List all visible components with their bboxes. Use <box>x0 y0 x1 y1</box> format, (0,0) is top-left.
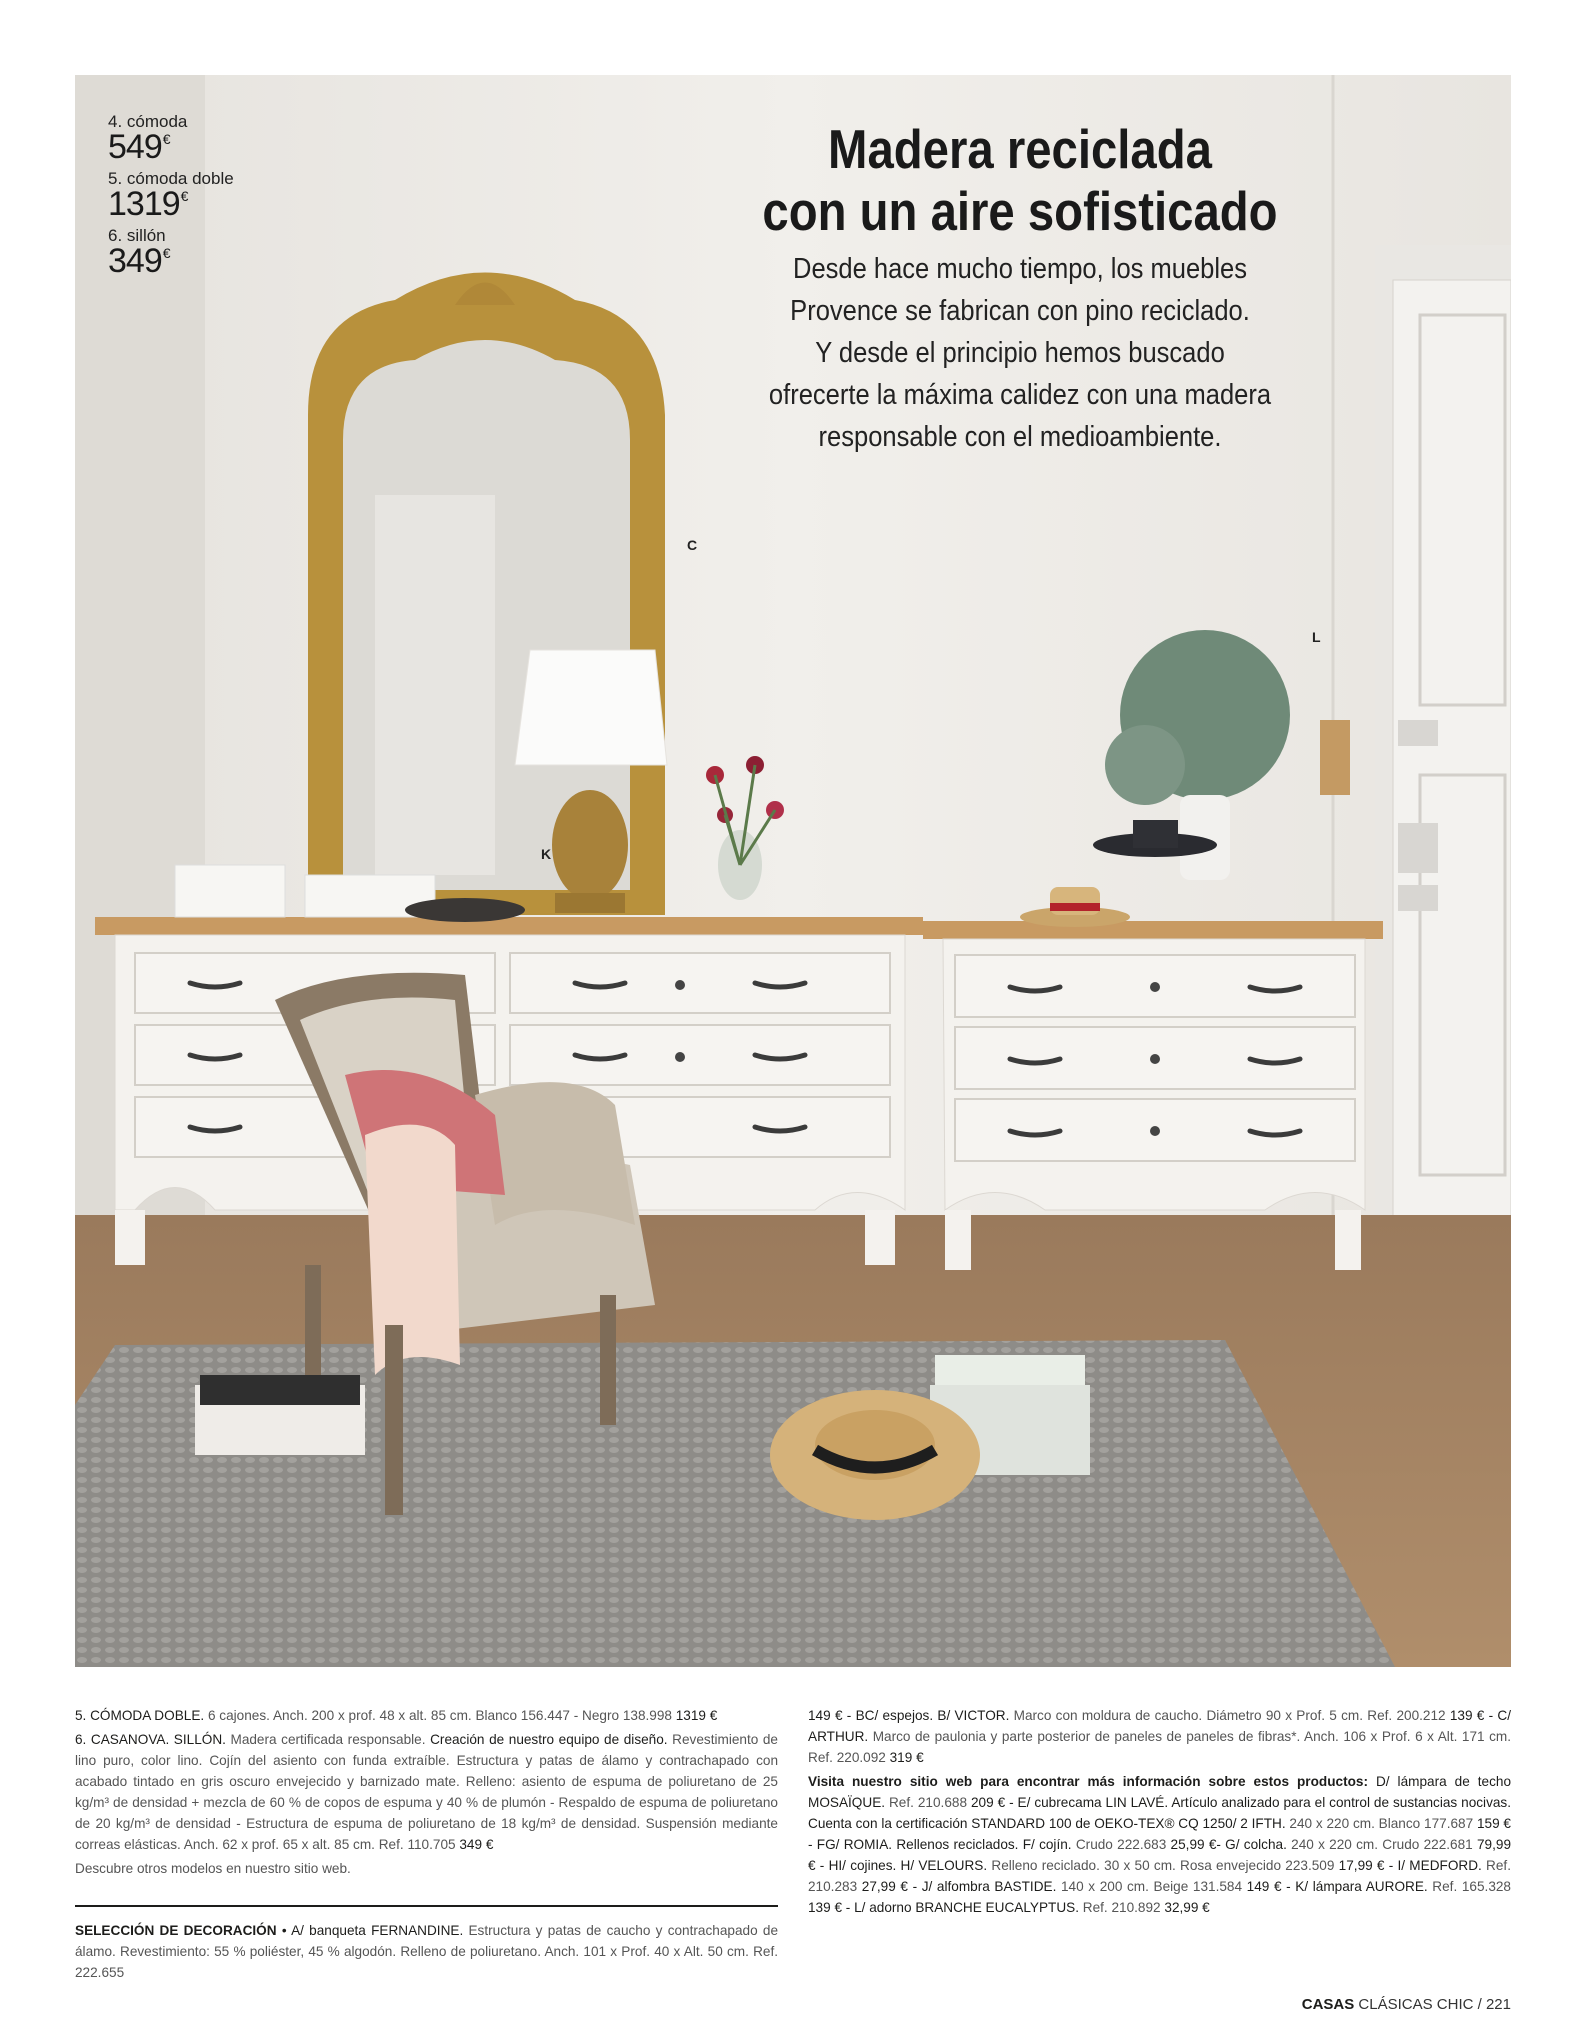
marker-c: C <box>687 537 698 553</box>
price-item <box>108 113 234 164</box>
marker-l: L <box>1312 629 1321 645</box>
decoration-selection-text: SELECCIÓN DE DECORACIÓN • A/ banqueta FERNANDINE. Estructura y patas de caucho y contrachapado de álamo. Revestimiento: 55 % poliéster, 45 % algodón. Relleno de poliuretano. Anch. 101 x Prof. 40 x Alt. 50 cm. Ref. 222.655 <box>75 1923 778 1980</box>
decoration-selection <box>75 1920 778 1986</box>
headline-body: Desde hace mucho tiempo, los muebles Provence se fabrican con pino reciclado. Y desde el principio hemos buscado ofrecerte la máxima calidez con una madera responsable con el medioambiente. <box>768 253 1272 453</box>
product-description-left <box>75 1705 778 1882</box>
headline-block <box>660 118 1380 458</box>
price-list <box>108 107 234 278</box>
page-footer <box>1302 1996 1511 2013</box>
description-sillon: 6. CASANOVA. SILLÓN. Madera certificada responsable. Creación de nuestro equipo de diseño. Revestimiento de lino puro, color lino. Cojín del asiento con funda extraíble. Estructura y patas de álamo y contrachapado con acabado tintado en gris oscuro envejecido y barnizado mate. Relleno: asiento de espuma de poliuretano de 25 kg/m³ de densidad + mezcla de 60 % de copos de espuma y 40 % de plumón - Respaldo de espuma de poliuretano de 20 kg/m³ de densidad - Estructura de espuma de poliuretano de 18 kg/m³ de densidad. Suspensión mediante correas elásticas. Anch. 62 x prof. 65 x alt. 85 cm. Ref. 110.705 349 € <box>75 1732 778 1852</box>
footer-section: CLÁSICAS CHIC / <box>1354 1996 1486 2013</box>
marker-k: K <box>541 846 552 862</box>
price-item-name: 6. sillón <box>108 226 166 245</box>
description-more-models: Descubre otros modelos en nuestro sitio web. <box>75 1861 351 1876</box>
price-item <box>108 170 234 221</box>
description-website-products: Visita nuestro sitio web para encontrar más información sobre estos productos: D/ lámpara de techo MOSAÏQUE. Ref. 210.688 209 € - E/ cubrecama LIN LAVÉ. Artículo analizado para el control de sustancias nocivas. Cuenta con la certificación STANDARD 100 de OEKO-TEX® CQ 1250/ 2 IFTH. 240 x 220 cm. Blanco 177.687 159 € - FG/ ROMIA. Rellenos reciclados. F/ cojín. Crudo 222.683 25,99 €- G/ colcha. 240 x 220 cm. Crudo 222.681 79,99 € - HI/ cojines. H/ VELOURS. Relleno reciclado. 30 x 50 cm. Rosa envejecido 223.509 17,99 € - I/ MEDFORD. Ref. 210.283 27,99 € - J/ alfombra BASTIDE. 140 x 200 cm. Beige 131.584 149 € - K/ lámpara AURORE. Ref. 165.328 139 € - L/ adorno BRANCHE EUCALYPTUS. Ref. 210.892 32,99 € <box>808 1774 1512 1915</box>
price-item-name: 5. cómoda doble <box>108 169 234 188</box>
footer-brand: CASAS <box>1301 1996 1355 2013</box>
section-divider <box>75 1905 778 1907</box>
description-comoda-doble: 5. CÓMODA DOBLE. 6 cajones. Anch. 200 x prof. 48 x alt. 85 cm. Blanco 156.447 - Negro 138.998 1319 € <box>75 1708 718 1723</box>
page-number: 221 <box>1485 1996 1511 2013</box>
headline-title: Madera reciclada con un aire sofisticado <box>762 118 1278 242</box>
price-item-value: 549€ <box>108 128 170 166</box>
price-item <box>108 227 234 278</box>
price-item-value: 349€ <box>108 242 170 280</box>
price-item-value: 1319€ <box>108 185 188 223</box>
product-description-right <box>808 1705 1511 1921</box>
description-mirrors: 149 € - BC/ espejos. B/ VICTOR. Marco con moldura de caucho. Diámetro 90 x Prof. 5 cm. Ref. 200.212 139 € - C/ ARTHUR. Marco de paulonia y parte posterior de paneles de paneles de fibras*. Anch. 106 x Prof. 6 x Alt. 171 cm. Ref. 220.092 319 € <box>808 1708 1512 1765</box>
price-item-name: 4. cómoda <box>108 112 188 131</box>
